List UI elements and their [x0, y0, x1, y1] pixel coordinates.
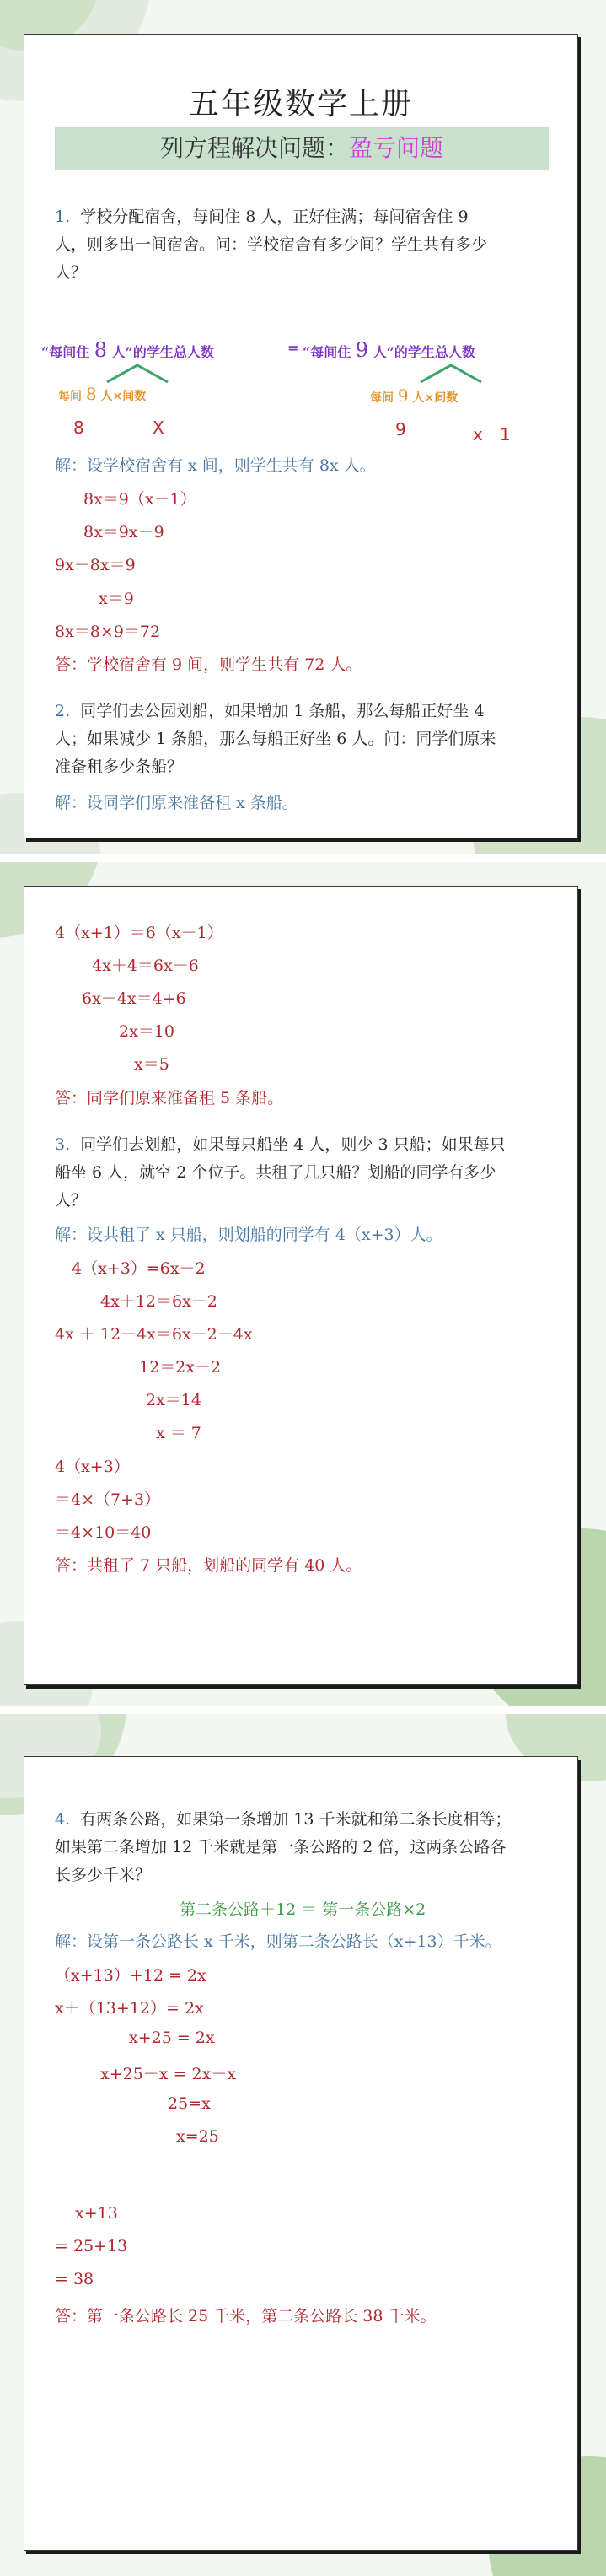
problem-3-question [55, 1131, 560, 1215]
diagram-left-sub: 每间 8 人×间数 [58, 384, 147, 404]
problem-4-question [55, 1806, 569, 1889]
work-line: x＋（13+12）= 2x [55, 1999, 204, 2018]
work-line: 4x＋4＝6x－6 [92, 957, 199, 975]
page-3 [0, 1714, 606, 2576]
subtitle-prefix: 列方程解决问题： [159, 134, 349, 162]
problem-number: 1. [55, 207, 71, 226]
work-line: ＝4×（7+3） [55, 1490, 161, 1509]
problem-2-answer: 答：同学们原来准备租 5 条船。 [55, 1089, 284, 1107]
work-line: 4x＋12＝6x－2 [100, 1292, 217, 1311]
question-line: 同学们去划船，如果每只船坐 4 人，则少 3 只船；如果每只 [80, 1135, 506, 1154]
bracket-right [421, 365, 481, 382]
question-line: 人；如果减少 1 条船，那么每船正好坐 6 人。问：同学们原来 [55, 730, 496, 748]
page-1 [0, 0, 606, 854]
question-line: 人？ [55, 263, 88, 282]
diagram-left-val-1: 8 [73, 418, 84, 438]
question-line: 有两条公路，如果第一条增加 13 千米就和第二条长度相等； [80, 1810, 512, 1829]
work-line: 8x＝8×9＝72 [55, 622, 161, 641]
problem-1-answer: 答：学校宿舍有 9 间，则学生共有 72 人。 [55, 655, 362, 674]
work-line: 2x＝14 [146, 1391, 201, 1409]
work-line: 9x－8x＝9 [55, 556, 136, 574]
content-card [24, 1756, 578, 2551]
question-line: 长多少千米？ [55, 1866, 152, 1884]
work-line: = 38 [55, 2270, 94, 2288]
work-line: x=25 [176, 2127, 219, 2146]
work-line: 6x－4x＝4+6 [82, 989, 186, 1008]
work-line: （x+13）+12 = 2x [55, 1966, 206, 1985]
work-line: x+25－x = 2x－x [100, 2065, 237, 2083]
diagram-left-label: “每间住 8 人”的学生总人数 [41, 338, 214, 362]
problem-1-solve: 解：设学校宿舍有 x 间，则学生共有 8x 人。 [55, 456, 376, 475]
diagram-left-val-2: X [153, 418, 164, 438]
work-line: x ＝ 7 [156, 1424, 201, 1442]
page-2 [0, 862, 606, 1706]
problem-4-solve: 解：设第一条公路长 x 千米，则第二条公路长（x+13）千米。 [55, 1932, 501, 1951]
problem-number: 3. [55, 1135, 71, 1154]
problem-3-answer: 答：共租了 7 只船，划船的同学有 40 人。 [55, 1556, 362, 1575]
problem-1-diagram [24, 338, 577, 448]
content-card [24, 886, 578, 1685]
question-line: 同学们去公园划船，如果增加 1 条船，那么每船正好坐 4 [80, 702, 485, 720]
problem-3-solve: 解：设共租了 x 只船，则划船的同学有 4（x+3）人。 [55, 1226, 442, 1244]
work-line: 25=x [168, 2094, 211, 2113]
diagram-equals: = [287, 340, 299, 356]
problem-2-solve: 解：设同学们原来准备租 x 条船。 [55, 794, 298, 812]
question-line: 人？ [55, 1191, 88, 1210]
work-line: ＝4×10＝40 [55, 1523, 152, 1542]
diagram-right-val-2: x－1 [473, 424, 511, 445]
problem-4-answer: 答：第一条公路长 25 千米，第二条公路长 38 千米。 [55, 2307, 437, 2325]
problem-2-question [55, 698, 560, 781]
problem-1-question [55, 203, 560, 287]
question-line: 如果第二条增加 12 千米就是第一条公路的 2 倍，这两条公路各 [55, 1838, 507, 1857]
diagram-right-label: “每间住 9 人”的学生总人数 [303, 338, 475, 362]
work-line: x＝5 [134, 1055, 169, 1074]
problem-number: 4. [55, 1810, 71, 1829]
question-line: 准备租多少条船？ [55, 757, 184, 776]
diagram-right-sub: 每间 9 人×间数 [370, 385, 459, 406]
diagram-right-val-1: 9 [395, 419, 406, 439]
work-line: 4x ＋ 12－4x＝6x－2－4x [55, 1325, 253, 1344]
question-line: 船坐 6 人，就空 2 个位子。共租了几只船？划船的同学有多少 [55, 1163, 496, 1182]
work-line: x＝9 [99, 590, 134, 608]
key-relation: 第二条公路＋12 ＝ 第一条公路×2 [180, 1900, 426, 1919]
question-line: 学校分配宿舍，每间住 8 人，正好住满；每间宿舍住 9 [80, 207, 469, 226]
page-title: 五年级数学上册 [188, 87, 413, 121]
work-line: x+25 = 2x [129, 2029, 215, 2047]
question-line: 人，则多出一间宿舍。问：学校宿舍有多少间？学生共有多少 [55, 235, 488, 254]
subtitle-bar [55, 127, 549, 170]
problem-number: 2. [55, 702, 71, 720]
work-line: 8x＝9x－9 [83, 523, 164, 542]
work-line: 12＝2x－2 [139, 1358, 222, 1377]
work-line: = 25+13 [55, 2237, 128, 2255]
work-line: 4（x+3） [55, 1458, 130, 1476]
bracket-left [107, 365, 168, 382]
content-card [24, 34, 578, 838]
work-line: 8x＝9（x－1） [83, 490, 196, 509]
work-line: x+13 [75, 2204, 118, 2223]
subtitle-highlight: 盈亏问题 [349, 134, 444, 162]
work-line: 4（x+3）=6x－2 [72, 1259, 206, 1278]
work-line: 4（x+1）＝6（x－1） [55, 924, 223, 942]
work-line: 2x＝10 [119, 1022, 174, 1041]
